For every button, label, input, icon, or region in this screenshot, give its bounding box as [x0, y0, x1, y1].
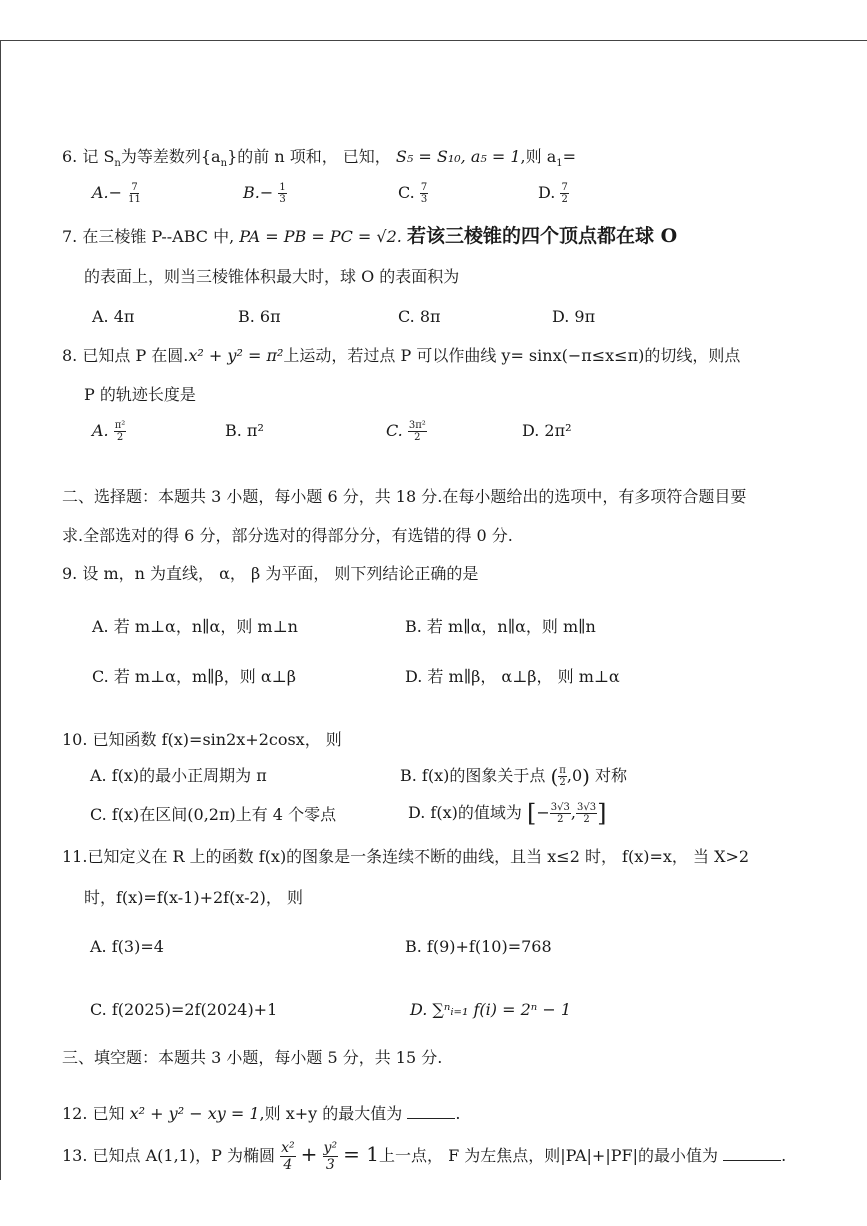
- q8-option-a-den: 2: [116, 432, 124, 443]
- q6-option-b-num: 1: [279, 182, 286, 193]
- q6-text-e: =: [562, 147, 577, 166]
- section-2-heading-line2: 求.全部选对的得 6 分，部分选对的得部分分，有选错的得 0 分.: [62, 526, 513, 545]
- q10-option-d-den1: 2: [557, 814, 564, 825]
- page-border-left: [0, 40, 1, 1180]
- q8-number: 8.: [62, 346, 78, 365]
- q10-option-b-lparen: (: [550, 764, 559, 789]
- q13-text-a: 13. 已知点 A(1,1)，P 为椭圆: [62, 1146, 275, 1165]
- q8-option-a-num: π²: [114, 420, 126, 431]
- page-border-top: [0, 40, 867, 41]
- q10-option-b-text: B. f(x)的图象关于点: [400, 766, 546, 785]
- q10-option-b-num: π: [559, 765, 566, 776]
- q6-option-d[interactable]: [538, 182, 569, 205]
- q10-option-d-frac1: [550, 802, 571, 825]
- q12-answer-blank[interactable]: [407, 1102, 455, 1119]
- section-2-heading: 二、选择题：本题共 3 小题，每小题 6 分，共 18 分.在每小题给出的选项中，有多项符合题目要: [62, 487, 747, 506]
- q6-option-a-den: 11: [128, 194, 141, 205]
- q13-frac2-den: 3: [325, 1157, 335, 1173]
- q8-option-c-fraction: [408, 420, 427, 443]
- q7-text-b: 若该三棱锥的四个顶点都在球 O: [406, 225, 678, 247]
- q13-text-b: 上一点， F 为左焦点，则|PA|+|PF|的最小值为: [379, 1146, 718, 1165]
- q6-option-b-fraction: [278, 182, 286, 205]
- q10-option-c[interactable]: C. f(x)在区间(0,2π)上有 4 个零点: [90, 805, 337, 824]
- q13-frac1-num: x²: [281, 1140, 295, 1156]
- q7-condition: PA = PB = PC = √2.: [239, 227, 402, 246]
- q8-text-a: 已知点 P 在圆.: [82, 346, 189, 365]
- q7-number: 7.: [62, 227, 78, 246]
- q11-stem: 11.已知定义在 R 上的函数 f(x)的图象是一条连续不断的曲线，且当 x≤2 时， f(x)=x， 当 X>2: [62, 847, 750, 866]
- q6-option-d-num: 7: [561, 182, 568, 193]
- q8-option-a-fraction: [114, 420, 127, 443]
- q8-option-c[interactable]: [386, 420, 427, 443]
- q6-option-a-sign: −: [108, 183, 123, 202]
- q10-option-d-lbracket: [: [526, 799, 537, 828]
- q13-fraction-y: [323, 1140, 339, 1173]
- q13-equals: = 1: [343, 1142, 379, 1166]
- q10-option-d-rbracket: ]: [597, 799, 607, 828]
- section-3-heading: 三、填空题：本题共 3 小题，每小题 5 分，共 15 分.: [62, 1048, 443, 1067]
- q6-option-d-den: 2: [561, 194, 568, 205]
- q8-option-a-label: A.: [92, 421, 109, 440]
- q6-option-c-fraction: [420, 182, 428, 205]
- q10-option-b-suffix: 对称: [595, 766, 628, 785]
- q13-stem: [62, 1140, 786, 1173]
- q13-text-c: .: [781, 1146, 787, 1165]
- q6-sub-n: n: [114, 158, 121, 170]
- q8-stem: [62, 345, 740, 367]
- q6-number: 6.: [62, 147, 78, 166]
- q9-stem: 9. 设 m，n 为直线， α， β 为平面， 则下列结论正确的是: [62, 564, 479, 583]
- q11-option-c[interactable]: C. f(2025)=2f(2024)+1: [90, 1000, 278, 1019]
- q11-option-b[interactable]: B. f(9)+f(10)=768: [405, 937, 552, 956]
- q6-option-d-fraction: [560, 182, 568, 205]
- q10-option-a[interactable]: A. f(x)的最小正周期为 π: [90, 766, 267, 785]
- q12-text-b: ,则 x+y 的最大值为: [259, 1104, 403, 1123]
- q11-stem-line2: 时，f(x)=f(x-1)+2f(x-2)， 则: [84, 888, 303, 907]
- q10-option-b-fraction: [558, 765, 567, 788]
- q13-plus: +: [300, 1142, 318, 1166]
- q8-option-c-num: 3π²: [408, 420, 426, 431]
- q6-text-c: }的前 n 项和， 已知，: [227, 147, 391, 166]
- q13-frac2-num: y²: [323, 1140, 338, 1156]
- q6-condition: S₅ = S₁₀, a₅ = 1: [395, 147, 521, 166]
- q6-text-b: 为等差数列{a: [120, 147, 221, 166]
- q6-option-c-den: 3: [420, 194, 428, 205]
- q9-option-b[interactable]: B. 若 m∥α，n∥α，则 m∥n: [405, 617, 596, 636]
- q9-option-a[interactable]: A. 若 m⊥α，n∥α，则 m⊥n: [92, 617, 298, 636]
- q10-option-b-den: 2: [559, 777, 566, 788]
- q9-option-c[interactable]: C. 若 m⊥α，m∥β，则 α⊥β: [92, 667, 296, 686]
- q13-fraction-x: [280, 1140, 296, 1173]
- q7-option-b[interactable]: B. 6π: [238, 307, 281, 326]
- q10-option-d-frac2: [576, 802, 597, 825]
- q10-option-d-text: D. f(x)的值域为: [408, 803, 522, 822]
- q10-option-d-den2: 2: [583, 814, 590, 825]
- q10-option-d-num1: 3√3: [550, 802, 570, 813]
- q6-option-b-den: 3: [279, 194, 286, 205]
- q6-option-b[interactable]: [243, 182, 287, 205]
- q13-frac1-den: 4: [283, 1157, 293, 1173]
- q7-text-a: 在三棱锥 P--ABC 中,: [82, 227, 235, 246]
- q12-equation: x² + y² − xy = 1: [129, 1104, 260, 1123]
- q8-option-c-den: 2: [414, 432, 421, 443]
- q6-sub-1: 1: [556, 158, 563, 170]
- q10-option-b[interactable]: [400, 765, 627, 788]
- q10-option-b-coord: ,0: [566, 766, 583, 785]
- q6-option-b-sign: −: [259, 183, 274, 202]
- q6-sub-n2: n: [220, 158, 228, 170]
- q6-text-d: ,则 a: [520, 147, 557, 166]
- q6-option-a-num: 7: [131, 182, 138, 193]
- q6-option-d-label: D.: [538, 183, 556, 202]
- q6-option-a-label: A.: [92, 183, 109, 202]
- q10-stem: 10. 已知函数 f(x)=sin2x+2cosx， 则: [62, 730, 342, 749]
- q8-option-d[interactable]: D. 2π²: [522, 421, 572, 440]
- q11-option-a[interactable]: A. f(3)=4: [90, 937, 164, 956]
- q7-option-c[interactable]: C. 8π: [398, 307, 441, 326]
- q6-option-c[interactable]: [398, 182, 428, 205]
- q8-text-b: 上运动，若过点 P 可以作曲线 y= sinx(−π≤x≤π)的切线，则点: [283, 346, 741, 365]
- q6-text-a: 记 S: [82, 147, 115, 166]
- q7-stem: [62, 225, 677, 248]
- q8-stem-line2: P 的轨迹长度是: [84, 385, 196, 404]
- q12-text-c: .: [455, 1104, 461, 1123]
- q8-option-c-label: C.: [386, 421, 403, 440]
- q7-option-a[interactable]: A. 4π: [92, 307, 135, 326]
- q7-stem-line2: 的表面上，则当三棱锥体积最大时，球 O 的表面积为: [84, 267, 460, 286]
- q10-option-d-num2: 3√3: [576, 802, 597, 813]
- q6-option-c-label: C.: [398, 183, 415, 202]
- q6-option-c-num: 7: [420, 182, 428, 193]
- q6-option-b-label: B.: [243, 183, 260, 202]
- q6-stem: [62, 146, 576, 175]
- q13-answer-blank[interactable]: [723, 1144, 781, 1161]
- q9-option-d[interactable]: D. 若 m∥β， α⊥β， 则 m⊥α: [405, 667, 620, 686]
- q8-equation: x² + y² = π²: [188, 346, 284, 365]
- q11-option-d[interactable]: D. ∑ⁿᵢ₌₁ f(i) = 2ⁿ − 1: [410, 1000, 572, 1019]
- q8-option-a[interactable]: [92, 420, 126, 443]
- q6-option-a-fraction: [127, 182, 142, 205]
- q10-option-d[interactable]: D. f(x)的值域为 [− $\frac{3√3}{2}$ , $\frac{3√3}{2}$ ]: [408, 799, 607, 828]
- q12-text-a: 12. 已知: [62, 1104, 125, 1123]
- q6-option-a[interactable]: [92, 182, 142, 205]
- q8-option-b[interactable]: B. π²: [225, 421, 264, 440]
- q12-stem: [62, 1102, 460, 1125]
- q10-option-b-rparen: ): [582, 764, 590, 789]
- q7-option-d[interactable]: D. 9π: [552, 307, 596, 326]
